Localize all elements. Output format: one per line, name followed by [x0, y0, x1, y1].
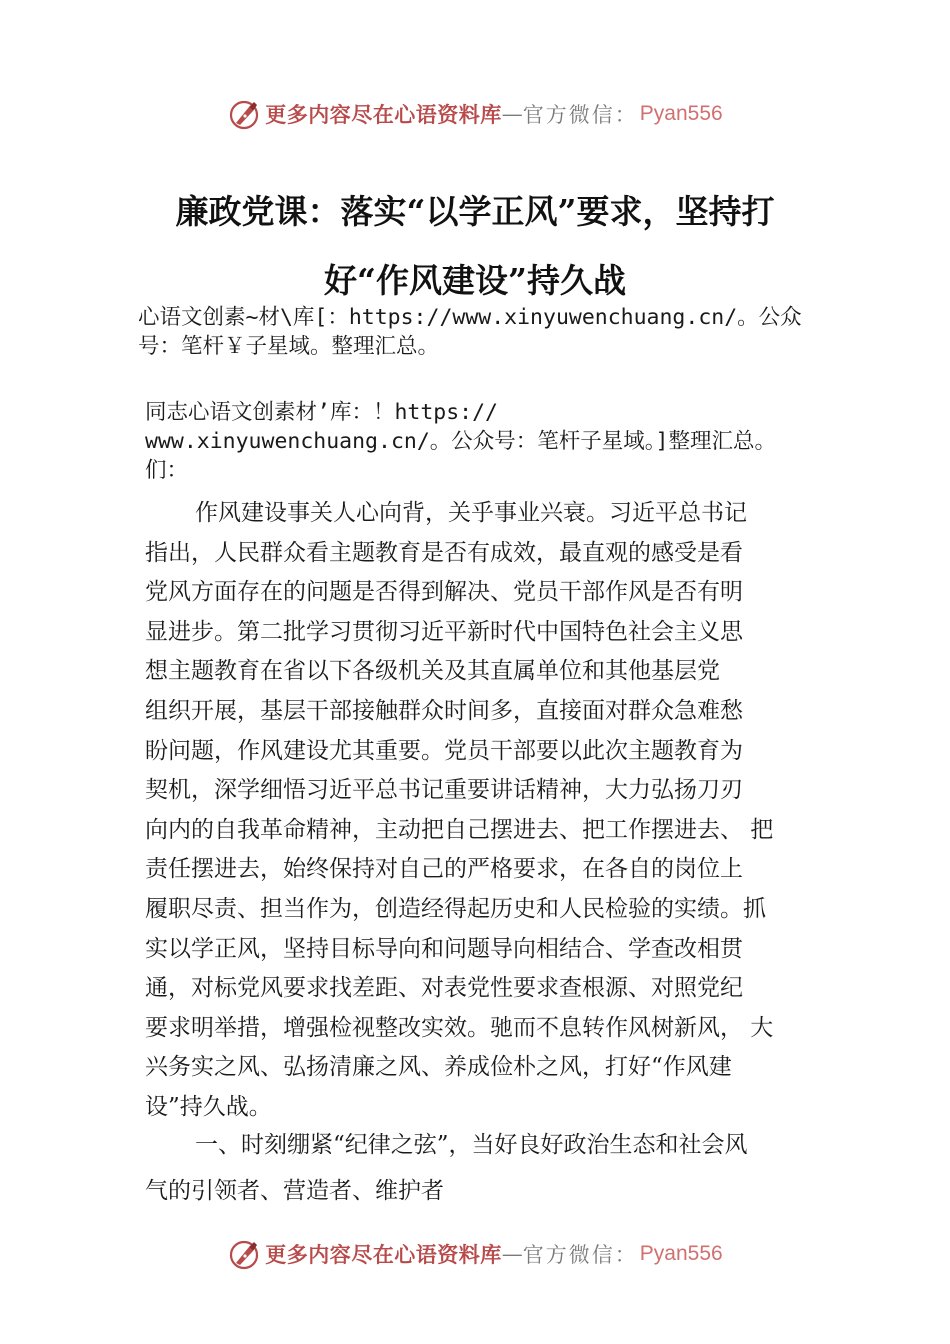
watermark-wechat-id: Pyan556	[639, 1242, 723, 1265]
watermark-wechat-label: 官方微信：	[522, 1243, 638, 1267]
source-note-1-line-2: 号：笔杆￥子星域。整理汇总。	[138, 334, 440, 359]
paragraph-line: 设”持久战。	[145, 1093, 272, 1120]
paragraph-line: 契机，深学细悟习近平总书记重要讲话精神，大力弘扬刀刃	[145, 777, 743, 804]
paragraph-line: 兴务实之风、弘扬清廉之风、养成俭朴之风，打好“作风建	[145, 1054, 732, 1081]
paragraph-line: 实以学正风，坚持目标导向和问题导向相结合、学查改相贯	[145, 935, 743, 962]
paragraph-line: 要求明举措，增强检视整改实效。驰而不息转作风树新风， 大	[145, 1014, 774, 1041]
paragraph-line: 一、时刻绷紧“纪律之弦”，当好良好政治生态和社会风	[195, 1132, 748, 1158]
source-note-2-line-2: www.xinyuwenchuang.cn/。公众号：笔杆子星域。]整理汇总。	[145, 429, 776, 454]
paragraph-line: 通，对标党风要求找差距、对表党性要求查根源、对照党纪	[145, 975, 743, 1002]
watermark-text: 更多内容尽在心语资料库	[265, 102, 502, 127]
paragraph-line: 显进步。第二批学习贯彻习近平新时代中国特色社会主义思	[145, 618, 743, 645]
source-note-2-line-1: 同志心语文创素材’库：！https://	[145, 400, 498, 425]
watermark-separator: —	[501, 1242, 523, 1266]
watermark-text: 更多内容尽在心语资料库	[265, 1242, 502, 1267]
paragraph-line: 想主题教育在省以下各级机关及其直属单位和其他基层党	[145, 658, 720, 685]
pen-nib-logo-icon	[227, 97, 261, 131]
source-note-2-line-3: 们：	[145, 458, 189, 483]
paragraph-line: 组织开展，基层干部接触群众时间多，直接面对群众急难愁	[145, 697, 743, 724]
footer-watermark	[0, 1234, 950, 1274]
document-title-line-2: 好“作风建设”持久战	[324, 261, 626, 300]
paragraph-line: 气的引领者、营造者、维护者	[145, 1177, 444, 1204]
paragraph-line: 履职尽责、担当作为，创造经得起历史和人民检验的实绩。抓	[145, 895, 766, 922]
paragraph-line: 作风建设事关人心向背，关乎事业兴衰。习近平总书记	[195, 500, 747, 526]
watermark-separator: —	[501, 102, 523, 126]
paragraph-line: 向内的自我革命精神，主动把自己摆进去、把工作摆进去、 把	[145, 816, 774, 843]
section-heading-1	[145, 1126, 748, 1211]
paragraph-line: 党风方面存在的问题是否得到解决、党员干部作风是否有明	[145, 579, 743, 606]
watermark-wechat-id: Pyan556	[639, 102, 723, 125]
paragraph-line: 指出，人民群众看主题教育是否有成效，最直观的感受是看	[145, 539, 743, 566]
pen-nib-logo-icon	[227, 1237, 261, 1271]
paragraph-line: 责任摆进去，始终保持对自己的严格要求，在各自的岗位上	[145, 856, 743, 883]
source-note-1	[138, 303, 802, 361]
source-note-2	[145, 398, 776, 485]
watermark-wechat-label: 官方微信：	[522, 103, 638, 127]
source-note-1-line-1: 心语文创素~材\库[：https://www.xinyuwenchuang.cn/。公众	[138, 305, 802, 330]
body-paragraph-1	[145, 494, 773, 1128]
document-title-line-1: 廉政党课：落实“以学正风”要求，坚持打	[175, 192, 775, 231]
header-watermark	[0, 94, 950, 134]
paragraph-line: 盼问题，作风建设尤其重要。党员干部要以此次主题教育为	[145, 737, 743, 764]
